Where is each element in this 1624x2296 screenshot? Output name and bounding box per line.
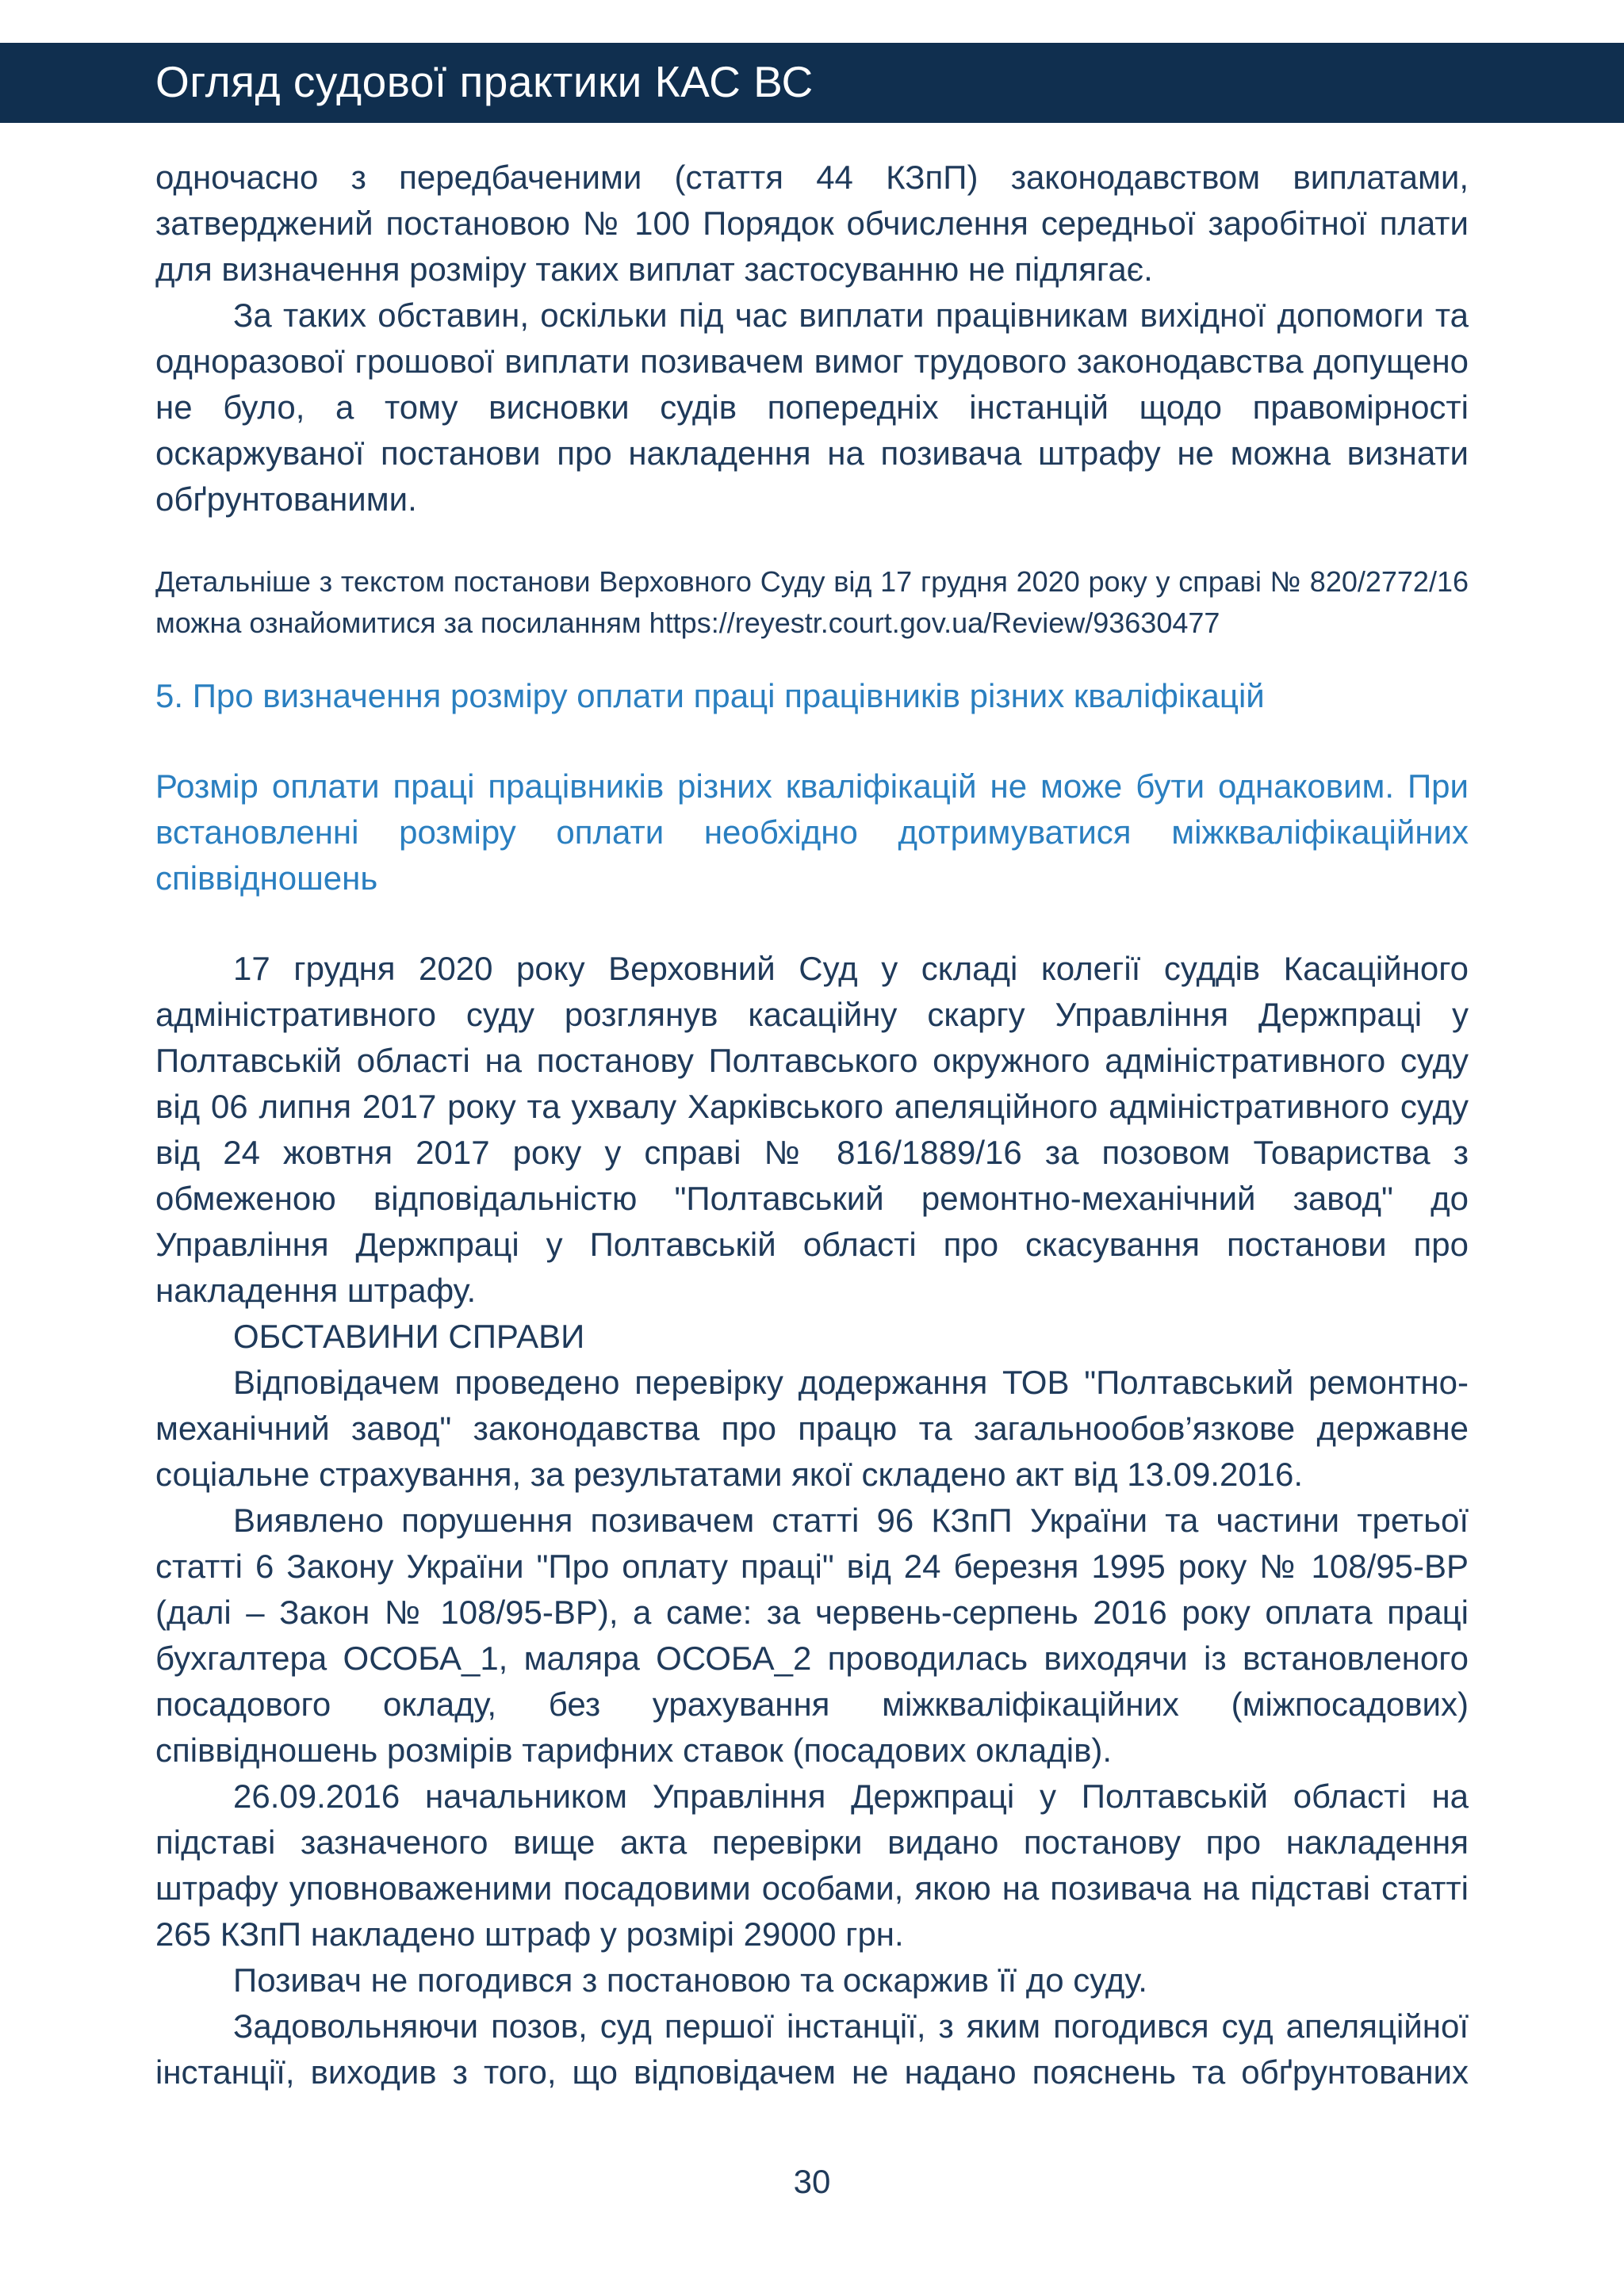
paragraph-lower-courts: Задовольняючи позов, суд першої інстанції, з яким погодився суд апеляційної інстанції, виходив з того, що відповідачем не надано пояснень та обґрунтованих: [155, 2007, 1469, 2091]
section-summary: Розмір оплати праці працівників різних кваліфікацій не може бути однаковим. При встановленні розміру оплати необхідно дотримуватися міжкваліфікаційних співвідношень: [155, 767, 1469, 897]
paragraph-inspection: Відповідачем проведено перевірку додержання ТОВ "Полтавський ремонтно-механічний завод" законодавства про працю та загальнообов’язкове державне соціальне страхування, за результатами якої складено акт від 13.09.2016.: [155, 1364, 1469, 1493]
paragraph-violation: Виявлено порушення позивачем статті 96 КЗпП України та частини третьої статті 6 Закону України "Про оплату праці" від 24 березня 1995 року № 108/95-ВР (далі – Закон № 108/95-ВР), а саме: за червень-серпень 2016 року оплата праці бухгалтера ОСОБА_1, маляра ОСОБА_2 проводилась виходячи із встановленого посадового окладу, без урахування міжкваліфікаційних (міжпосадових) співвідношень розмірів тарифних ставок (посадових окладів).: [155, 1502, 1469, 1769]
page-header-title: Огляд судової практики КАС ВС: [155, 57, 814, 106]
paragraph-case-intro: 17 грудня 2020 року Верховний Суд у складі колегії суддів Касаційного адміністративного суду розглянув касаційну скаргу Управління Держпраці у Полтавській області на постанову Полтавського окружного адміністративного суду від 06 липня 2017 року та ухвалу Харківського апеляційного адміністративного суду від 24 жовтня 2017 року у справі № 816/1889/16 за позовом Товариства з обмеженою відповідальністю "Полтавський ремонтно-механічний завод" до Управління Держпраці у Полтавській області про скасування постанови про накладення штрафу.: [155, 950, 1469, 1309]
page-number: 30: [793, 2163, 831, 2200]
document-content: [155, 155, 1469, 2095]
paragraph-conclusion: За таких обставин, оскільки під час виплати працівникам вихідної допомоги та одноразової грошової виплати позивачем вимог трудового законодавства допущено не було, а тому висновки судів попередніх інстанцій щодо правомірності оскаржуваної постанови про накладення на позивача штрафу не можна визнати обґрунтованими.: [155, 297, 1469, 518]
paragraph-fine: 26.09.2016 начальником Управління Держпраці у Полтавській області на підставі зазначеного вище акта перевірки видано постанову про накладення штрафу уповноваженими посадовими особами, якою на позивача на підставі статті 265 КЗпП накладено штраф у розмірі 29000 грн.: [155, 1777, 1469, 1953]
source-note: Детальніше з текстом постанови Верховного Суду від 17 грудня 2020 року у справі № 820/2772/16 можна ознайомитися за посиланням https://reyestr.court.gov.ua/Review/93630477: [155, 565, 1469, 639]
subheading-case-circumstances: ОБСТАВИНИ СПРАВИ: [233, 1318, 585, 1355]
paragraph-appeal: Позивач не погодився з постановою та оскаржив її до суду.: [233, 1961, 1147, 1999]
section-heading: 5. Про визначення розміру оплати праці працівників різних кваліфікацій: [155, 677, 1265, 714]
paragraph-continuation: одночасно з передбаченими (стаття 44 КЗпП) законодавством виплатами, затверджений постановою № 100 Порядок обчислення середньої заробітної плати для визначення розміру таких виплат застосуванню не підлягає.: [155, 159, 1469, 288]
